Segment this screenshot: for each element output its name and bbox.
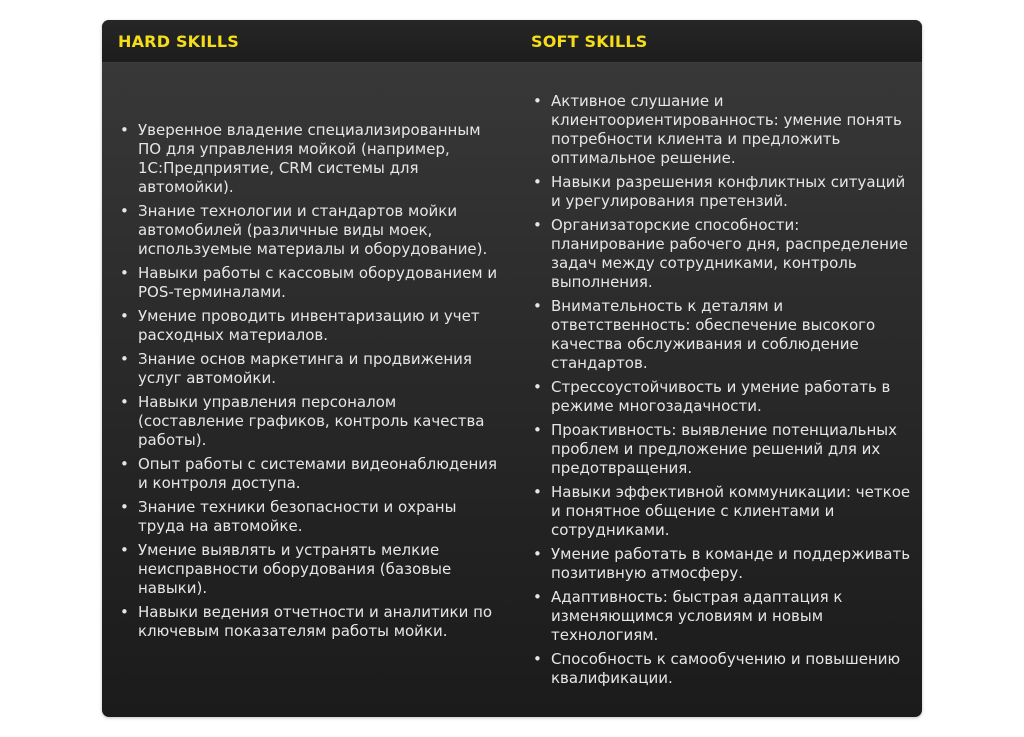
hard-skill-text: Знание основ маркетинга и продвижения услуг автомойки. <box>138 350 472 387</box>
hard-skill-item <box>118 264 498 302</box>
bullet-icon: • <box>533 483 542 501</box>
bullet-icon: • <box>533 216 542 234</box>
soft-skills-list <box>531 92 911 693</box>
soft-skill-item <box>531 173 911 211</box>
hard-skills-title: HARD SKILLS <box>118 32 239 51</box>
skills-header <box>102 20 922 63</box>
soft-skill-text: Навыки эффективной коммуникации: четкое и понятное общение с клиентами и сотрудниками. <box>551 483 911 539</box>
hard-skill-text: Знание технологии и стандартов мойки автомобилей (различные виды моек, используемые материалы и оборудование). <box>138 202 488 258</box>
soft-skill-item <box>531 483 911 540</box>
hard-skill-text: Умение выявлять и устранять мелкие неисправности оборудования (базовые навыки). <box>138 541 452 597</box>
soft-skill-item <box>531 378 911 416</box>
hard-skill-text: Уверенное владение специализированным ПО для управления мойкой (например, 1С:Предприятие, CRM системы для автомойки). <box>138 121 481 196</box>
hard-skill-text: Навыки работы с кассовым оборудованием и POS-терминалами. <box>138 264 498 301</box>
bullet-icon: • <box>120 541 129 559</box>
soft-skill-text: Стрессоустойчивость и умение работать в режиме многозадачности. <box>551 378 891 415</box>
bullet-icon: • <box>533 421 542 439</box>
hard-skill-item <box>118 307 498 345</box>
hard-skills-list <box>118 121 498 646</box>
bullet-icon: • <box>120 202 129 220</box>
bullet-icon: • <box>120 603 129 621</box>
hard-skill-item <box>118 541 498 598</box>
bullet-icon: • <box>120 264 129 282</box>
soft-skill-text: Активное слушание и клиентоориентированность: умение понять потребности клиента и предложить оптимальное решение. <box>551 92 902 167</box>
soft-skill-item <box>531 216 911 292</box>
hard-skill-text: Умение проводить инвентаризацию и учет расходных материалов. <box>138 307 480 344</box>
hard-skill-item <box>118 393 498 450</box>
soft-skill-text: Внимательность к деталям и ответственность: обеспечение высокого качества обслуживания и соблюдение стандартов. <box>551 297 876 372</box>
soft-skill-item <box>531 421 911 478</box>
soft-skill-text: Навыки разрешения конфликтных ситуаций и урегулирования претензий. <box>551 173 906 210</box>
hard-skill-text: Навыки ведения отчетности и аналитики по ключевым показателям работы мойки. <box>138 603 493 640</box>
bullet-icon: • <box>120 455 129 473</box>
soft-skill-text: Умение работать в команде и поддерживать позитивную атмосферу. <box>551 545 911 582</box>
bullet-icon: • <box>533 545 542 563</box>
bullet-icon: • <box>533 588 542 606</box>
hard-skill-text: Опыт работы с системами видеонаблюдения и контроля доступа. <box>138 455 498 492</box>
hard-skill-text: Навыки управления персоналом (составление графиков, контроль качества работы). <box>138 393 485 449</box>
soft-skill-item <box>531 297 911 373</box>
soft-skill-text: Организаторские способности: планирование рабочего дня, распределение задач между сотрудниками, контроль выполнения. <box>551 216 908 291</box>
bullet-icon: • <box>533 297 542 315</box>
hard-skill-item <box>118 498 498 536</box>
soft-skill-item <box>531 545 911 583</box>
soft-skills-title: SOFT SKILLS <box>531 32 648 51</box>
bullet-icon: • <box>533 173 542 191</box>
soft-skill-text: Адаптивность: быстрая адаптация к изменяющимся условиям и новым технологиям. <box>551 588 843 644</box>
bullet-icon: • <box>533 92 542 110</box>
soft-skill-item <box>531 92 911 168</box>
skills-card <box>102 20 922 717</box>
soft-skill-item <box>531 588 911 645</box>
bullet-icon: • <box>120 307 129 325</box>
bullet-icon: • <box>120 393 129 411</box>
bullet-icon: • <box>120 498 129 516</box>
soft-skill-text: Способность к самообучению и повышению квалификации. <box>551 650 901 687</box>
bullet-icon: • <box>120 350 129 368</box>
bullet-icon: • <box>533 378 542 396</box>
soft-skill-item <box>531 650 911 688</box>
hard-skill-text: Знание техники безопасности и охраны труда на автомойке. <box>138 498 457 535</box>
hard-skill-item <box>118 202 498 259</box>
hard-skill-item <box>118 455 498 493</box>
soft-skill-text: Проактивность: выявление потенциальных проблем и предложение решений для их предотвращения. <box>551 421 897 477</box>
hard-skill-item <box>118 350 498 388</box>
hard-skill-item <box>118 603 498 641</box>
bullet-icon: • <box>120 121 129 139</box>
bullet-icon: • <box>533 650 542 668</box>
hard-skill-item <box>118 121 498 197</box>
